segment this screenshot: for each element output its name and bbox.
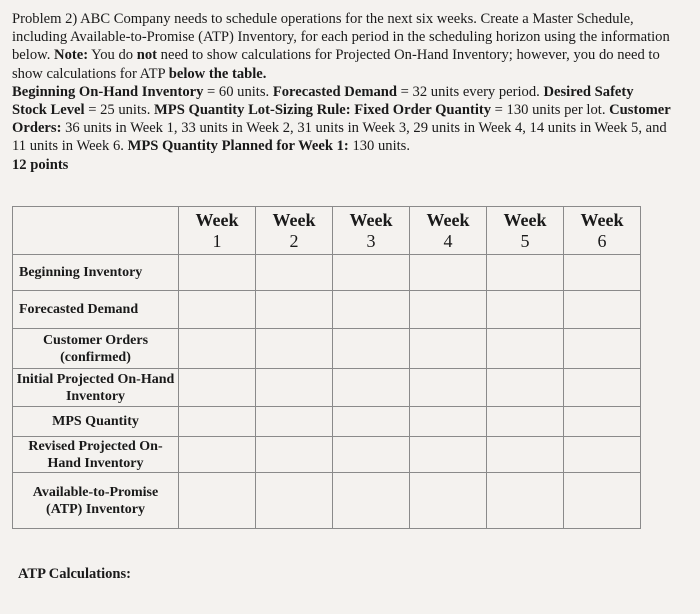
table-cell[interactable] — [564, 437, 641, 473]
row-label-beginning-inventory: Beginning Inventory — [13, 255, 179, 291]
week-4-header — [410, 207, 487, 255]
week-5-header — [487, 207, 564, 255]
table-cell[interactable] — [487, 437, 564, 473]
lot-sizing-value: = 130 units per lot. — [491, 102, 610, 119]
row-label-forecasted-demand: Forecasted Demand — [13, 291, 179, 329]
table-row — [13, 329, 641, 369]
table-row — [13, 473, 641, 529]
table-cell[interactable] — [564, 291, 641, 329]
week-2-header — [256, 207, 333, 255]
problem-intro: Problem 2) ABC Company needs to schedule operations for the next six weeks. Create a Master Schedule, including Available-to-Promise (ATP) Inventory, for each period in the scheduling horizon using the information below. — [12, 11, 670, 64]
table-cell[interactable] — [256, 473, 333, 529]
table-cell[interactable] — [487, 329, 564, 369]
row-label-initial-projected-on-hand: Initial Projected On-Hand Inventory — [13, 369, 179, 407]
mps-planned-label: MPS Quantity Planned for Week 1: — [127, 138, 349, 155]
table-row — [13, 255, 641, 291]
table-cell[interactable] — [256, 329, 333, 369]
table-cell[interactable] — [179, 407, 256, 437]
table-cell[interactable] — [564, 255, 641, 291]
week-number: 3 — [366, 230, 376, 251]
note-label: Note: — [54, 47, 89, 64]
note-text-1: You do — [88, 47, 137, 64]
week-1-header — [179, 207, 256, 255]
table-cell[interactable] — [410, 473, 487, 529]
table-cell[interactable] — [487, 369, 564, 407]
week-number: 5 — [520, 230, 530, 251]
customer-orders-value: 36 units in Week 1, 33 units in Week 2, 31 units in Week 3, 29 units in Week 4, 14 units in Week 5, and 11 units in Week 6. — [12, 120, 667, 155]
week-3-header — [333, 207, 410, 255]
atp-calculations-label: ATP Calculations: — [18, 566, 131, 582]
table-cell[interactable] — [179, 329, 256, 369]
forecasted-demand-label: Forecasted Demand — [272, 83, 398, 100]
table-row — [13, 369, 641, 407]
table-cell[interactable] — [333, 407, 410, 437]
table-cell[interactable] — [487, 407, 564, 437]
week-word: Week — [195, 209, 239, 230]
not-emphasis: not — [136, 47, 158, 64]
below-table-emphasis: below the table. — [168, 65, 267, 82]
row-label-atp-inventory: Available-to-Promise (ATP) Inventory — [13, 473, 179, 529]
table-cell[interactable] — [410, 407, 487, 437]
table-cell[interactable] — [333, 255, 410, 291]
table-cell[interactable] — [564, 369, 641, 407]
note-text-2: need to show calculations for Projected On-Hand Inventory; however, you do need to show calculations for ATP — [12, 47, 660, 82]
table-cell[interactable] — [487, 291, 564, 329]
week-word: Week — [503, 209, 547, 230]
points-label: 12 points — [12, 156, 69, 173]
week-word: Week — [272, 209, 316, 230]
week-6-header — [564, 207, 641, 255]
safety-stock-value: = 25 units. — [84, 102, 155, 119]
week-number: 6 — [597, 230, 607, 251]
beginning-inventory-label: Beginning On-Hand Inventory — [12, 83, 204, 100]
table-cell[interactable] — [333, 291, 410, 329]
table-cell[interactable] — [410, 255, 487, 291]
week-number: 1 — [212, 230, 222, 251]
table-cell[interactable] — [333, 329, 410, 369]
table-row — [13, 437, 641, 473]
beginning-inventory-value: = 60 units. — [203, 83, 273, 100]
row-label-customer-orders: Customer Orders (confirmed) — [13, 329, 179, 369]
table-cell[interactable] — [564, 329, 641, 369]
mps-planned-value: 130 units. — [348, 138, 411, 155]
table-cell[interactable] — [564, 473, 641, 529]
table-cell[interactable] — [179, 369, 256, 407]
row-label-revised-projected-on-hand: Revised Projected On-Hand Inventory — [13, 437, 179, 473]
table-cell[interactable] — [487, 473, 564, 529]
table-cell[interactable] — [333, 473, 410, 529]
table-row — [13, 291, 641, 329]
forecasted-demand-value: = 32 units every period. — [397, 83, 544, 100]
table-cell[interactable] — [179, 473, 256, 529]
week-number: 4 — [443, 230, 453, 251]
row-label-mps-quantity: MPS Quantity — [13, 407, 179, 437]
week-word: Week — [426, 209, 470, 230]
table-cell[interactable] — [256, 407, 333, 437]
week-number: 2 — [289, 230, 299, 251]
table-cell[interactable] — [410, 329, 487, 369]
lot-sizing-label: MPS Quantity Lot-Sizing Rule: Fixed Order Quantity — [154, 102, 492, 119]
table-cell[interactable] — [179, 437, 256, 473]
week-word: Week — [349, 209, 393, 230]
safety-stock-label: Desired Safety Stock Level — [12, 83, 634, 119]
table-cell[interactable] — [410, 369, 487, 407]
table-cell[interactable] — [179, 291, 256, 329]
table-cell[interactable] — [256, 255, 333, 291]
table-cell[interactable] — [256, 369, 333, 407]
table-row — [13, 407, 641, 437]
table-cell[interactable] — [256, 437, 333, 473]
table-cell[interactable] — [256, 291, 333, 329]
table-cell[interactable] — [487, 255, 564, 291]
problem-statement — [12, 10, 672, 174]
table-cell[interactable] — [564, 407, 641, 437]
table-cell[interactable] — [333, 369, 410, 407]
table-cell[interactable] — [410, 437, 487, 473]
customer-orders-label: Customer Orders: — [12, 102, 671, 137]
master-schedule-table — [12, 206, 641, 529]
table-cell[interactable] — [410, 291, 487, 329]
week-word: Week — [580, 209, 624, 230]
corner-cell — [13, 207, 179, 255]
table-cell[interactable] — [333, 437, 410, 473]
table-cell[interactable] — [179, 255, 256, 291]
header-row — [13, 207, 641, 255]
